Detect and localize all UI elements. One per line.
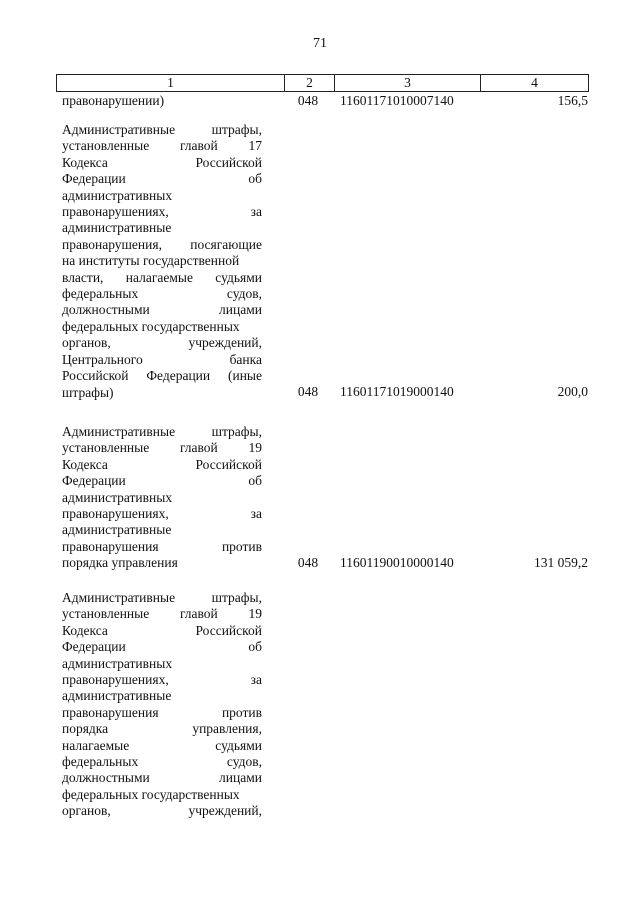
description-line (62, 770, 262, 786)
description-word: налагаемые (62, 737, 130, 753)
column-header-2: 2 (285, 75, 335, 91)
description-line: порядка управления (62, 555, 178, 571)
description-word: органов, (62, 335, 111, 351)
column-header-3: 3 (335, 75, 481, 91)
description-word: судьями (215, 269, 262, 285)
description-word: за (250, 204, 262, 220)
description-line (62, 590, 262, 606)
description-line (62, 639, 262, 655)
description-word: учреждений, (188, 803, 262, 819)
description-line: правонарушении) (62, 93, 165, 108)
amount-cell: 131 059,2 (534, 555, 588, 571)
description-word: органов, (62, 803, 111, 819)
description-word: об (248, 171, 262, 187)
description-word: 19 (248, 440, 262, 456)
description-word: судов, (226, 286, 262, 302)
description-line (62, 672, 262, 688)
kbk-cell: 11601190010000140 (340, 555, 454, 571)
amount-cell: 156,5 (557, 93, 588, 108)
description-word: правонарушения (62, 704, 159, 720)
description-line: федеральных государственных (62, 786, 240, 802)
description-line: штрафы) (62, 384, 114, 400)
description-word: федеральных (62, 754, 139, 770)
row-description (62, 424, 262, 572)
description-word: Центрального (62, 351, 143, 367)
row-description (62, 93, 262, 109)
description-line (62, 738, 262, 754)
page-number: 71 (313, 36, 327, 51)
description-word: должностными (62, 302, 150, 318)
description-word: главой (179, 440, 218, 456)
description-line (62, 204, 262, 220)
description-line: административных (62, 655, 173, 671)
description-line: административные (62, 688, 172, 704)
row-description (62, 122, 262, 401)
description-line: федеральных государственных (62, 318, 240, 334)
description-word: Административные (62, 590, 176, 605)
description-word: учреждений, (188, 335, 262, 351)
description-word: налагаемые (125, 269, 193, 285)
description-word: правонарушениях, (62, 204, 169, 220)
description-line (62, 440, 262, 456)
description-line (62, 335, 262, 351)
table-header (56, 74, 589, 92)
description-line (62, 155, 262, 171)
description-line (62, 623, 262, 639)
description-word: установленные (62, 606, 150, 622)
row-description (62, 590, 262, 820)
description-line (62, 424, 262, 440)
description-word: управления, (192, 721, 262, 737)
description-word: Административные (62, 122, 176, 137)
description-word: (иные (227, 368, 262, 384)
description-word: лицами (219, 770, 262, 786)
description-line: административные (62, 220, 172, 236)
description-line: на институты государственной (62, 253, 240, 269)
description-word: об (248, 639, 262, 655)
description-word: Российской (195, 154, 262, 170)
description-line (62, 721, 262, 737)
description-word: правонарушениях, (62, 672, 169, 688)
description-word: Российской (195, 456, 262, 472)
description-word: порядка (62, 721, 109, 737)
code-cell: 048 (297, 384, 319, 400)
description-word: должностными (62, 770, 150, 786)
description-word: за (250, 672, 262, 688)
description-word: лицами (219, 302, 262, 318)
description-word: Кодекса (62, 622, 108, 638)
description-line (62, 606, 262, 622)
description-line (62, 457, 262, 473)
description-word: против (221, 538, 262, 554)
column-header-1: 1 (57, 75, 285, 91)
description-line (62, 270, 262, 286)
code-cell: 048 (297, 555, 319, 571)
description-line: административных (62, 187, 173, 203)
description-word: против (221, 704, 262, 720)
description-word: установленные (62, 440, 150, 456)
description-word: штрафы, (211, 590, 262, 605)
description-word: Федерации (146, 368, 211, 384)
description-line (62, 803, 262, 819)
description-word: Кодекса (62, 154, 108, 170)
column-header-4: 4 (531, 75, 538, 90)
description-word: правонарушения (62, 538, 159, 554)
description-line (62, 368, 262, 384)
description-word: правонарушениях, (62, 506, 169, 522)
description-word: об (248, 473, 262, 489)
description-word: Российской (195, 622, 262, 638)
description-word: главой (179, 606, 218, 622)
description-line (62, 302, 262, 318)
description-word: банка (229, 351, 262, 367)
description-word: судов, (226, 754, 262, 770)
description-line (62, 138, 262, 154)
description-word: правонарушения, (62, 236, 162, 252)
description-line (62, 122, 262, 138)
description-line (62, 506, 262, 522)
description-word: 17 (248, 138, 262, 154)
kbk-cell: 11601171019000140 (340, 384, 454, 400)
description-line (62, 171, 262, 187)
description-line (62, 237, 262, 253)
description-word: Российской (62, 368, 129, 384)
description-word: Федерации (62, 473, 126, 489)
description-word: штрафы, (211, 424, 262, 439)
description-line (62, 286, 262, 302)
description-line: административных (62, 489, 173, 505)
kbk-cell: 11601171010007140 (340, 93, 454, 108)
description-word: главой (179, 138, 218, 154)
description-word: 19 (248, 606, 262, 622)
description-word: Федерации (62, 171, 126, 187)
description-word: Кодекса (62, 456, 108, 472)
amount-cell: 200,0 (557, 384, 588, 400)
description-word: за (250, 506, 262, 522)
description-word: установленные (62, 138, 150, 154)
description-word: Административные (62, 424, 176, 439)
description-line (62, 352, 262, 368)
description-line (62, 705, 262, 721)
description-word: федеральных (62, 286, 139, 302)
description-word: штрафы, (211, 122, 262, 137)
code-cell: 048 (297, 93, 319, 108)
description-word: судьями (215, 737, 262, 753)
description-word: власти, (62, 269, 104, 285)
description-line (62, 473, 262, 489)
description-word: посягающие (190, 236, 262, 252)
description-line (62, 539, 262, 555)
description-line: административные (62, 522, 172, 538)
description-line (62, 754, 262, 770)
description-word: Федерации (62, 639, 126, 655)
